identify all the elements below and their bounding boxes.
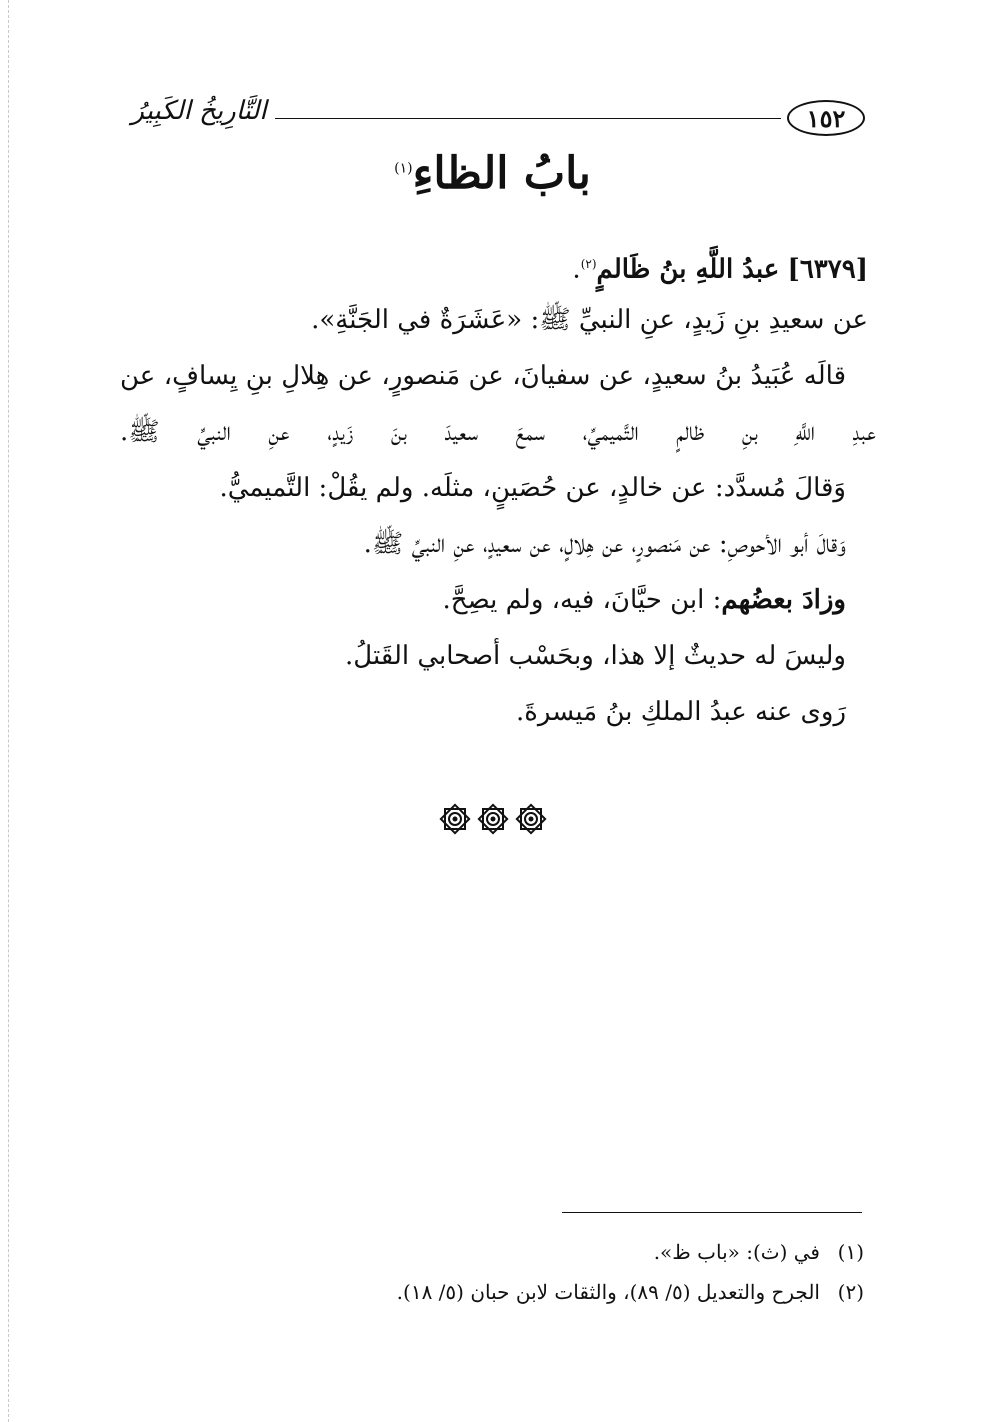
entry-heading (120, 236, 868, 292)
text-line-1: عن سعيدِ بنِ زَيدٍ، عنِ النبيِّ ﷺ: «عَشَرَةٌ في الجَنَّةِ». (311, 305, 868, 335)
ornament-icon (439, 803, 471, 835)
footnote-separator (562, 1212, 862, 1213)
entry-footnote-ref: (٢) (580, 257, 597, 271)
text-line-6-bold: وزادَ بعضُهم (721, 585, 846, 615)
header-rule (275, 118, 781, 119)
text-line-3: عبدِ اللَّهِ بنِ ظالمٍ التَّميميِّ، سمعَ سعيدَ بنَ زَيدٍ، عنِ النبيِّ ﷺ. (120, 417, 876, 447)
page-number: ١٥٢ (806, 103, 846, 133)
chapter-footnote-ref: (١) (394, 160, 413, 177)
main-text (120, 236, 876, 740)
footnote-1 (200, 1232, 864, 1272)
footnote-2-number: (٢) (837, 1280, 864, 1304)
footnote-1-number: (١) (837, 1240, 864, 1264)
running-header (125, 96, 865, 142)
text-line-5: وَقالَ أبو الأحوصِ: عن مَنصورٍ، عن هِلالٍ، عن سعيدٍ، عنِ النبيِّ ﷺ. (363, 529, 846, 559)
chapter-title-text: بابُ الظاءِ (412, 148, 591, 199)
section-end-ornaments (0, 803, 985, 835)
book-title: التَّارِيخُ الكَبِيرُ (131, 96, 267, 126)
text-line-4: وَقالَ مُسدَّد: عن خالدٍ، عن حُصَينٍ، مثلَه. ولم يقُلْ: التَّميميُّ. (219, 473, 846, 503)
entry-name: عبدُ اللَّهِ بنُ ظَالمٍ (596, 254, 780, 285)
text-line-8: رَوى عنه عبدُ الملكِ بنُ مَيسرةَ. (515, 697, 846, 727)
text-line-2: قالَه عُبَيدُ بنُ سعيدٍ، عن سفيانَ، عن مَنصورٍ، عن هِلالِ بنِ يِسافٍ، عن (120, 361, 846, 391)
page-edge-line (8, 0, 9, 1422)
chapter-title (0, 148, 985, 199)
footnotes (200, 1232, 864, 1312)
text-line-6 (120, 572, 846, 628)
footnote-1-text: في (ث): «باب ظ». (653, 1240, 820, 1264)
ornament-icon (515, 803, 547, 835)
entry-end: . (572, 254, 581, 285)
footnote-2 (200, 1272, 864, 1312)
footnote-2-text: الجرح والتعديل (٥/ ٨٩)، والثقات لابن حبان (٥/ ١٨). (396, 1280, 820, 1304)
text-line-6-rest: : ابن حيَّانَ، فيه، ولم يصِحَّ. (442, 585, 722, 615)
text-line-7: وليسَ له حديثٌ إلا هذا، وبحَسْب أصحابي القَتلُ. (344, 641, 846, 671)
page-number-badge (787, 100, 865, 136)
ornament-icon (477, 803, 509, 835)
entry-number: [٦٣٧٩] (787, 254, 868, 285)
